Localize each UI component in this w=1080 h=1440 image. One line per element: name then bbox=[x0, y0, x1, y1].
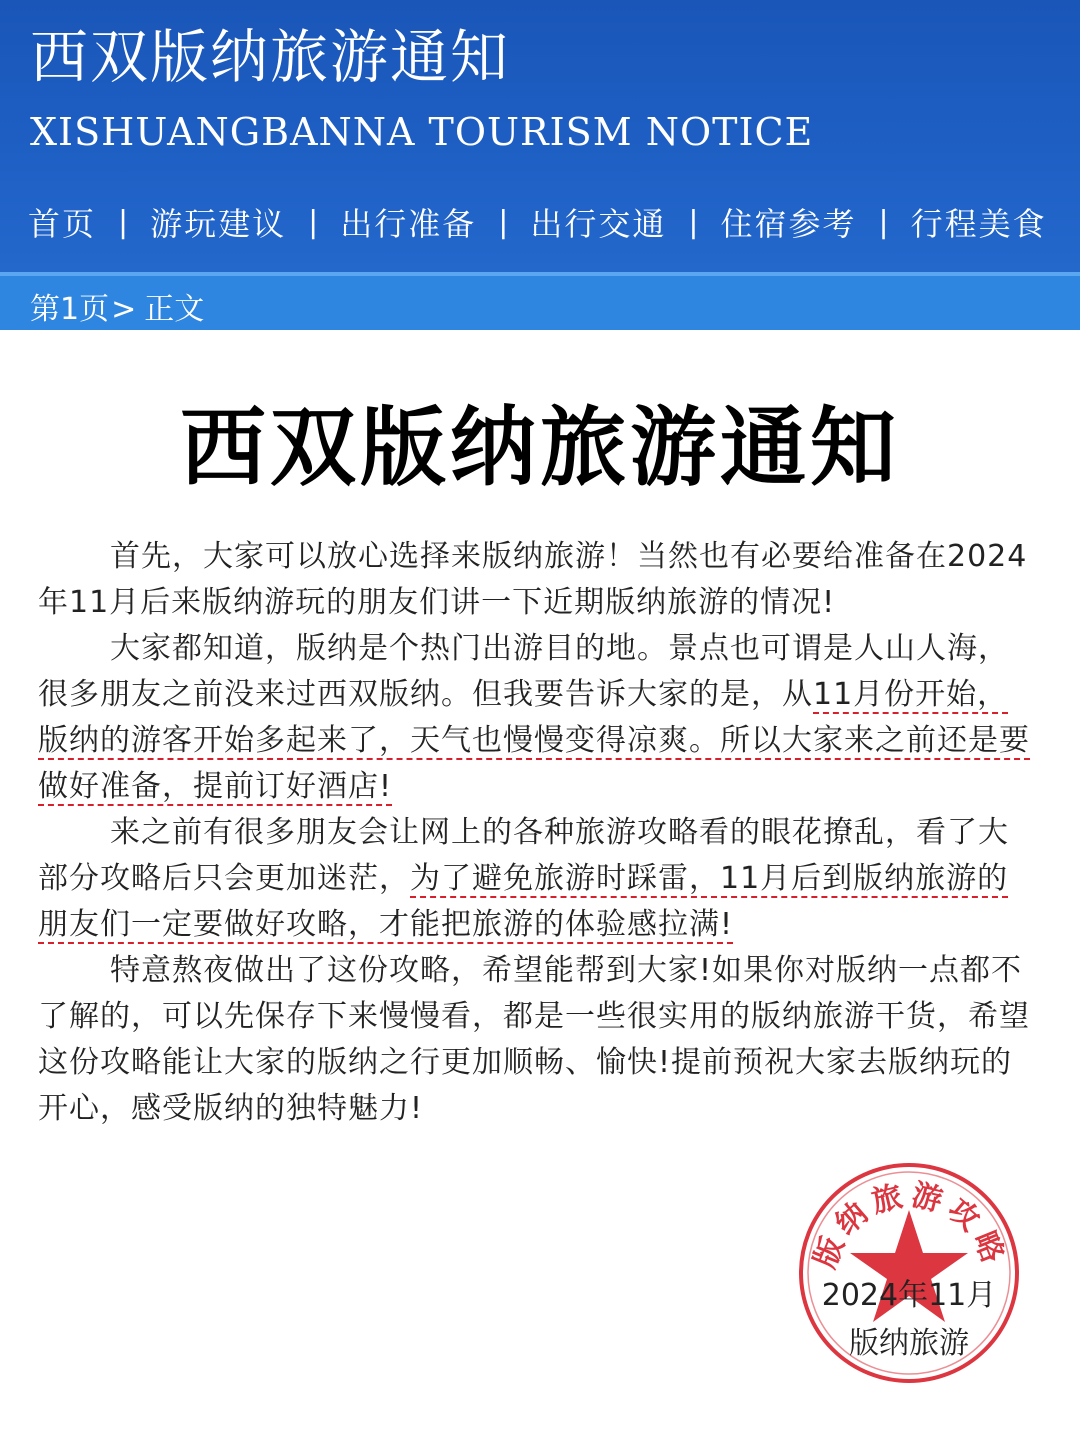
nav-item-home[interactable]: 首页 bbox=[28, 205, 97, 243]
paragraph-2-text: 大家都知道，版纳是个热门出游目的地。景点也可谓是人山人海，很多朋友之前没来过西双版纳。但我要告诉大家的是，从 bbox=[38, 631, 1009, 712]
nav-divider: | bbox=[688, 204, 699, 240]
seal-date: 2024年11月 bbox=[821, 1278, 997, 1313]
paragraph-3-text: 来之前有很多朋友会让网上的各种旅游攻略看的眼花撩乱，看了大部分攻略后只会更加迷茫， bbox=[38, 815, 1009, 896]
paragraph-1: 首先，大家可以放心选择来版纳旅游！当然也有必要给准备在2024年11月后来版纳游玩的朋友们讲一下近期版纳旅游的情况! bbox=[38, 539, 1028, 620]
paragraph-4: 特意熬夜做出了这份攻略，希望能帮到大家!如果你对版纳一点都不了解的，可以先保存下来慢慢看，都是一些很实用的版纳旅游干货，希望这份攻略能让大家的版纳之行更加顺畅、愉快!提前预祝大家去版纳玩的开心，感受版纳的独特魅力! bbox=[38, 953, 1030, 1126]
official-seal bbox=[796, 1160, 1022, 1386]
nav-divider: | bbox=[498, 204, 509, 240]
paragraph-2 bbox=[38, 626, 1038, 810]
paragraph-3 bbox=[38, 810, 1038, 948]
seal-ring-text: 版纳旅游攻略 bbox=[807, 1177, 1013, 1274]
site-header bbox=[0, 0, 1080, 272]
nav-divider: | bbox=[308, 204, 319, 240]
seal-name: 版纳旅游 bbox=[849, 1326, 969, 1361]
breadcrumb-page-link[interactable]: 第1页 bbox=[30, 292, 110, 327]
nav-divider: | bbox=[118, 204, 129, 240]
breadcrumb-separator: > bbox=[111, 292, 137, 327]
article-title: 西双版纳旅游通知 bbox=[180, 398, 900, 498]
nav-item-lodging[interactable]: 住宿参考 bbox=[720, 205, 857, 243]
nav-item-transport[interactable]: 出行交通 bbox=[530, 205, 667, 243]
nav-item-travel-prep[interactable]: 出行准备 bbox=[340, 205, 477, 243]
site-title: 西双版纳旅游通知 bbox=[30, 23, 511, 91]
nav-divider: | bbox=[878, 204, 889, 240]
main-nav bbox=[28, 198, 1047, 246]
highlighted-text: 为了避免旅游时踩雷，11月后到版纳旅游的朋友们一定要做好攻略，才能把旅游的体验感拉满! bbox=[38, 861, 1009, 942]
highlighted-text: 11月份开始，版纳的游客开始多起来了，天气也慢慢变得凉爽。所以大家来之前还是要做好准备，提前订好酒店! bbox=[38, 677, 1030, 804]
nav-item-play-tips[interactable]: 游玩建议 bbox=[150, 205, 287, 243]
breadcrumb-bar bbox=[0, 272, 1080, 330]
nav-item-itinerary-food[interactable]: 行程美食 bbox=[910, 205, 1047, 243]
site-subtitle: XISHUANGBANNA TOURISM NOTICE bbox=[30, 110, 814, 154]
breadcrumb-current: 正文 bbox=[144, 292, 205, 327]
breadcrumb bbox=[30, 284, 204, 328]
article-body bbox=[38, 534, 1038, 1132]
